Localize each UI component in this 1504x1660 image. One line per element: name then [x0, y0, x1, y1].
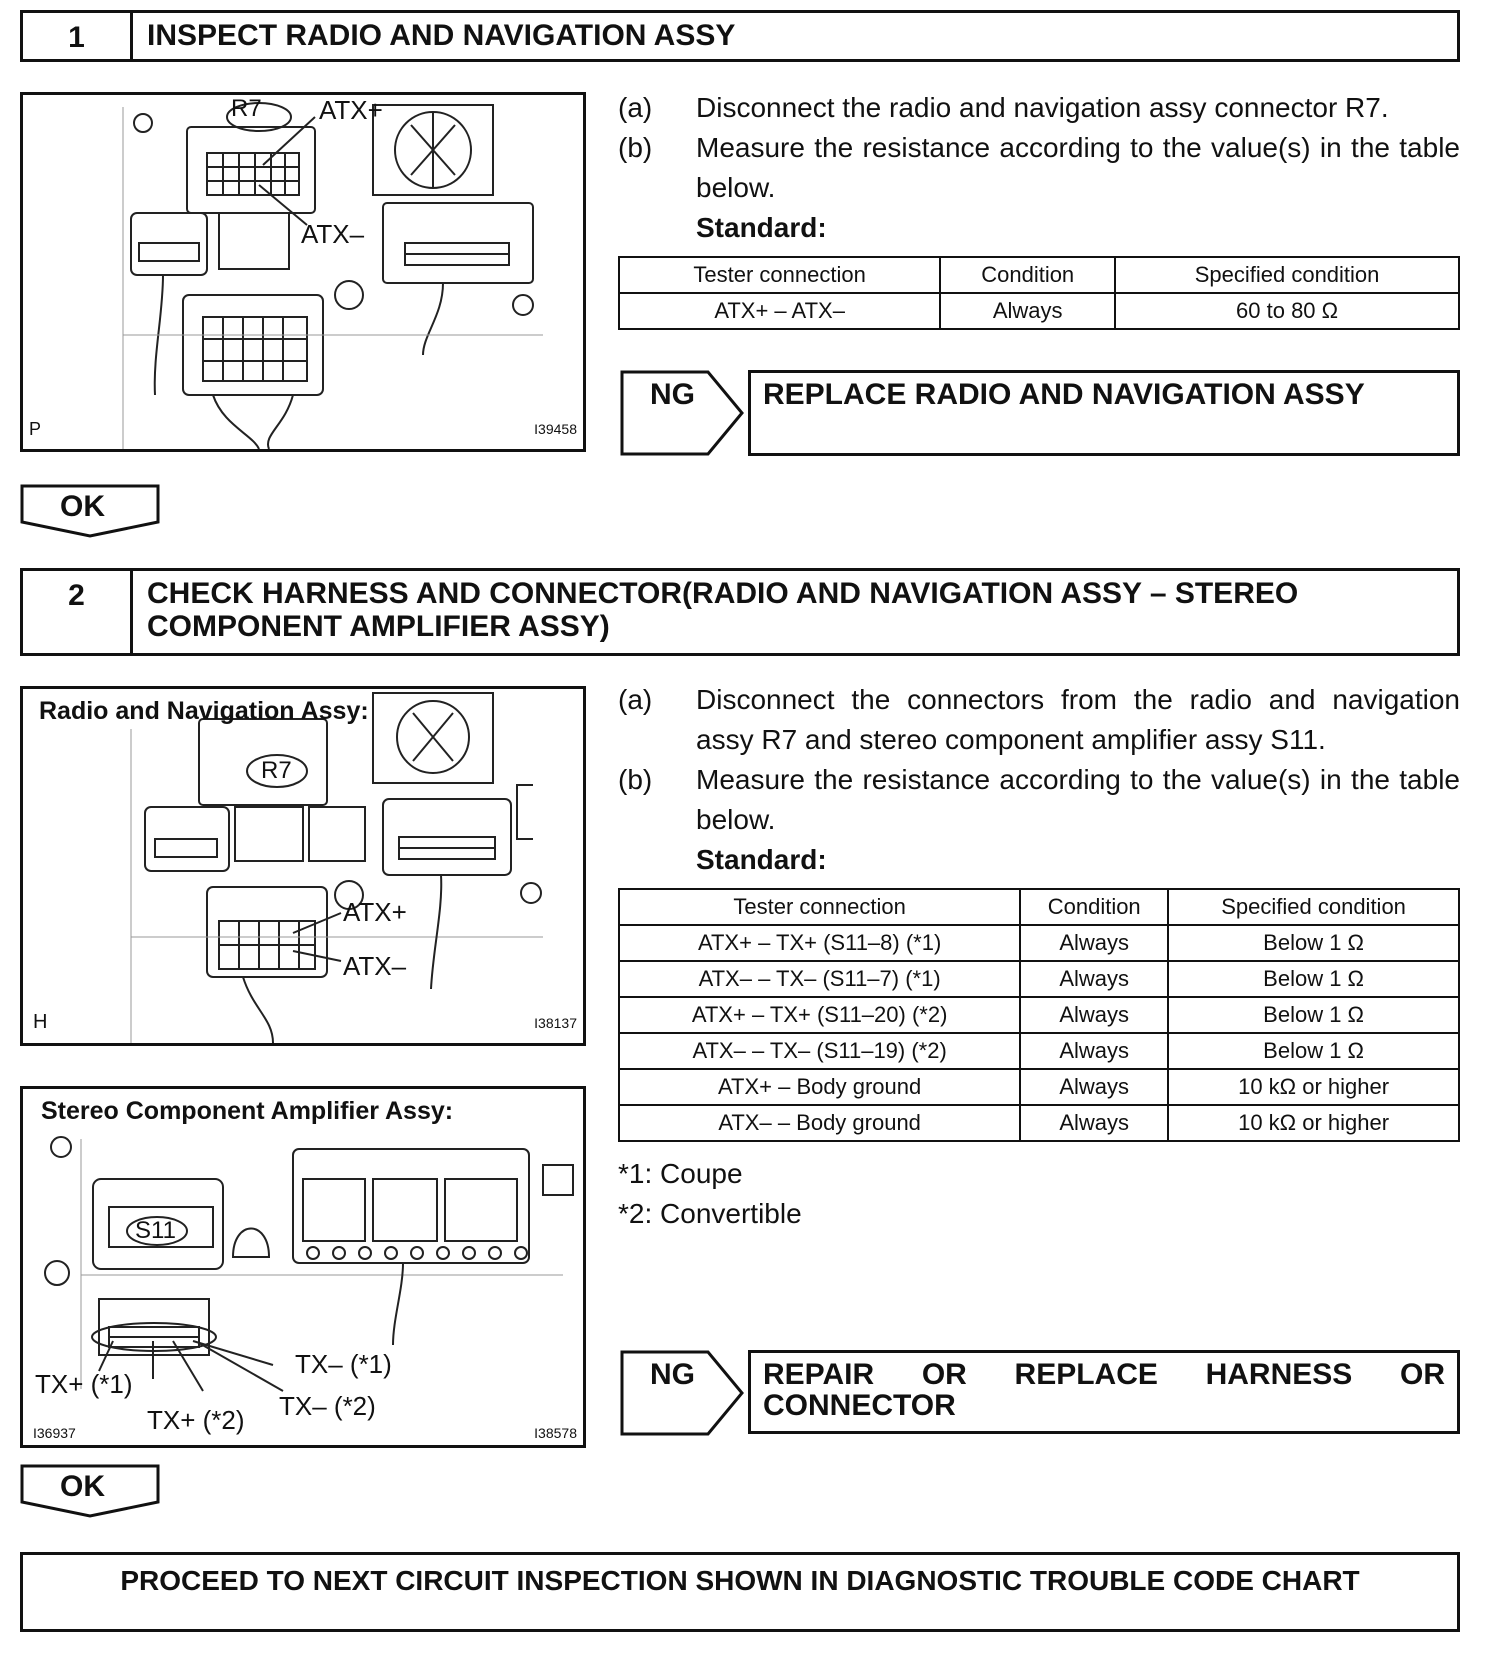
step2-number: 2 — [23, 571, 133, 653]
ng-action-2-line2: CONNECTOR — [763, 1389, 956, 1422]
ok-label-2: OK — [60, 1470, 105, 1503]
figure-corner-h: H — [33, 1011, 48, 1033]
step1-title: INSPECT RADIO AND NAVIGATION ASSY — [147, 19, 736, 52]
r7-label-2: R7 — [261, 757, 292, 784]
figure-id-2: I38137 — [534, 1015, 577, 1031]
table-row: ATX– – Body ground Always 10 kΩ or higher — [619, 1105, 1459, 1141]
ng-label-2: NG — [650, 1358, 695, 1391]
step1-instruction-b: (b) Measure the resistance according to the value(s) in the table below. — [618, 132, 1460, 203]
tx-plus-2-label: TX+ (*2) — [147, 1405, 245, 1435]
amp-caption: Stereo Component Amplifier Assy: — [41, 1097, 454, 1125]
step2-standard-label: Standard: — [696, 844, 827, 875]
table-row: ATX+ – TX+ (S11–8) (*1) Always Below 1 Ω — [619, 925, 1459, 961]
ng-action-1: REPLACE RADIO AND NAVIGATION ASSY — [748, 370, 1460, 456]
table-row: ATX– – TX– (S11–7) (*1) Always Below 1 Ω — [619, 961, 1459, 997]
step1-figure — [20, 92, 586, 452]
step2-radio-figure — [20, 686, 586, 1046]
table-row: ATX– – TX– (S11–19) (*2) Always Below 1 Ω — [619, 1033, 1459, 1069]
tx-minus-1-label: TX– (*1) — [295, 1349, 392, 1379]
atx-minus-label: ATX– — [301, 219, 365, 249]
table-row: ATX+ – Body ground Always 10 kΩ or higher — [619, 1069, 1459, 1105]
step1-header — [20, 10, 1460, 62]
step1-instructions — [618, 88, 1460, 248]
atx-plus-label-2: ATX+ — [343, 897, 407, 927]
table-header-row: Tester connection Condition Specified condition — [619, 257, 1459, 293]
figure-id: I39458 — [534, 421, 577, 437]
figure-id-right: I38578 — [534, 1425, 577, 1441]
radio-connector-diagram — [23, 95, 583, 449]
figure-corner-p: P — [29, 419, 42, 439]
final-instruction: PROCEED TO NEXT CIRCUIT INSPECTION SHOWN IN DIAGNOSTIC TROUBLE CODE CHART — [20, 1552, 1460, 1632]
step1-standard-label: Standard: — [696, 212, 827, 243]
tx-minus-2-label: TX– (*2) — [279, 1391, 376, 1421]
step1-instruction-a: (a) Disconnect the radio and navigation assy connector R7. — [618, 92, 1389, 123]
ok-label-1: OK — [60, 490, 105, 523]
tx-plus-1-label: TX+ (*1) — [35, 1369, 133, 1399]
step2-header — [20, 568, 1460, 656]
step2-amp-figure — [20, 1086, 586, 1448]
step1-number: 1 — [23, 13, 133, 59]
note-coupe: *1: Coupe — [618, 1158, 743, 1189]
ng-action-2 — [748, 1350, 1460, 1434]
figure-id-left: I36937 — [33, 1425, 76, 1441]
table-header-row: Tester connection Condition Specified condition — [619, 889, 1459, 925]
table-row: ATX+ – TX+ (S11–20) (*2) Always Below 1 Ω — [619, 997, 1459, 1033]
step1-spec-table — [618, 256, 1460, 330]
ng-action-2-line1: REPAIR OR REPLACE HARNESS OR — [763, 1358, 1445, 1391]
radio-nav-diagram — [23, 689, 583, 1043]
step2-instruction-b: (b) Measure the resistance according to the value(s) in the table below. — [618, 764, 1460, 835]
r7-label: R7 — [231, 95, 262, 122]
atx-minus-label-2: ATX– — [343, 951, 407, 981]
s11-label: S11 — [135, 1217, 176, 1244]
step2-instruction-a: (a) Disconnect the connectors from the radio and navigation assy R7 and stereo component amplifier assy S11. — [618, 684, 1460, 755]
note-convertible: *2: Convertible — [618, 1198, 802, 1229]
atx-plus-label: ATX+ — [319, 95, 383, 125]
step2-instructions — [618, 680, 1460, 880]
radio-nav-caption: Radio and Navigation Assy: — [39, 697, 369, 725]
table-row: ATX+ – ATX– Always 60 to 80 Ω — [619, 293, 1459, 329]
step2-title: CHECK HARNESS AND CONNECTOR(RADIO AND NAVIGATION ASSY – STEREO COMPONENT AMPLIFIER ASSY) — [147, 577, 1299, 643]
ng-label-1: NG — [650, 378, 695, 411]
step2-spec-table — [618, 888, 1460, 1142]
